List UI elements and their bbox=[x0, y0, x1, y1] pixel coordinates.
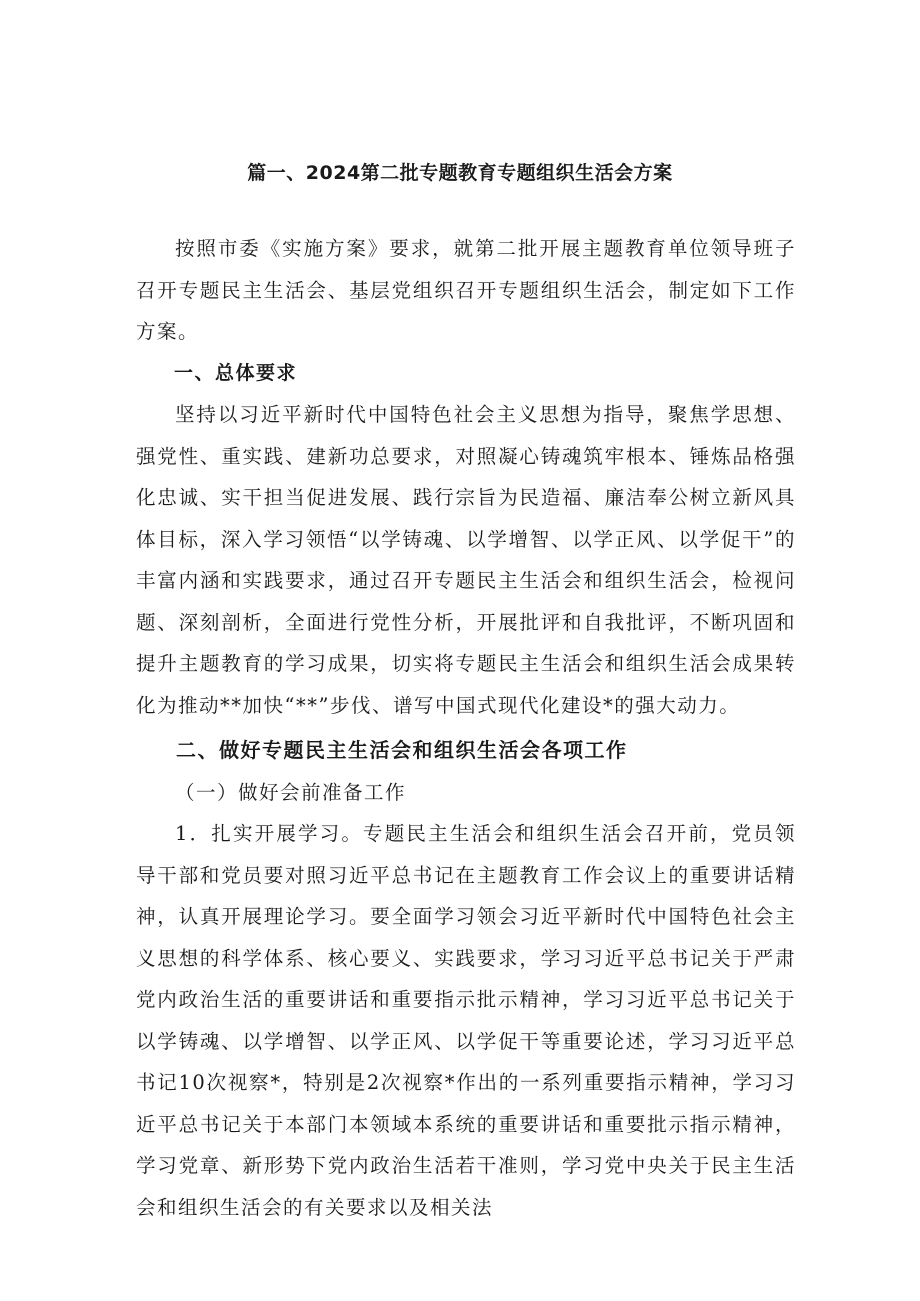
section-heading-general-requirements: 一、总体要求 bbox=[174, 361, 298, 384]
document-body bbox=[136, 228, 796, 1228]
intro-paragraph: 按照市委《实施方案》要求，就第二批开展主题教育单位领导班子召开专题民主生活会、基层党组织召开专题组织生活会，制定如下工作方案。 bbox=[136, 237, 796, 343]
subsection-heading-preparation: （一）做好会前准备工作 bbox=[175, 780, 407, 804]
study-paragraph: 1．扎实开展学习。专题民主生活会和组织生活会召开前，党员领导干部和党员要对照习近平总书记在主题教育工作会议上的重要讲话精神，认真开展理论学习。要全面学习领会习近平新时代中国特色社会主义思想的科学体系、核心要义、实践要求，学习习近平总书记关于严肃党内政治生活的重要讲话和重要指示批示精神，学习习近平总书记关于以学铸魂、以学增智、以学正风、以学促干等重要论述，学习习近平总书记10次视察*，特别是2次视察*作出的一系列重要指示精神，学习习近平总书记关于本部门本领域本系统的重要讲话和重要批示指示精神，学习党章、新形势下党内政治生活若干准则，学习党中央关于民主生活会和组织生活会的有关要求以及相关法 bbox=[136, 822, 796, 1219]
document-title: 篇一、2024第二批专题教育专题组织生活会方案 bbox=[247, 162, 673, 184]
section-heading-work-items: 二、做好专题民主生活会和组织生活会各项工作 bbox=[176, 738, 628, 762]
general-requirements-paragraph: 坚持以习近平新时代中国特色社会主义思想为指导，聚焦学思想、强党性、重实践、建新功总要求，对照凝心铸魂筑牢根本、锤炼品格强化忠诚、实干担当促进发展、践行宗旨为民造福、廉洁奉公树立新风具体目标，深入学习领悟“以学铸魂、以学增智、以学正风、以学促干”的丰富内涵和实践要求，通过召开专题民主生活会和组织生活会，检视问题、深刻剖析，全面进行党性分析，开展批评和自我批评，不断巩固和提升主题教育的学习成果，切实将专题民主生活会和组织生活会成果转化为推动**加快“**”步伐、谱写中国式现代化建设*的强大动力。 bbox=[136, 403, 796, 717]
